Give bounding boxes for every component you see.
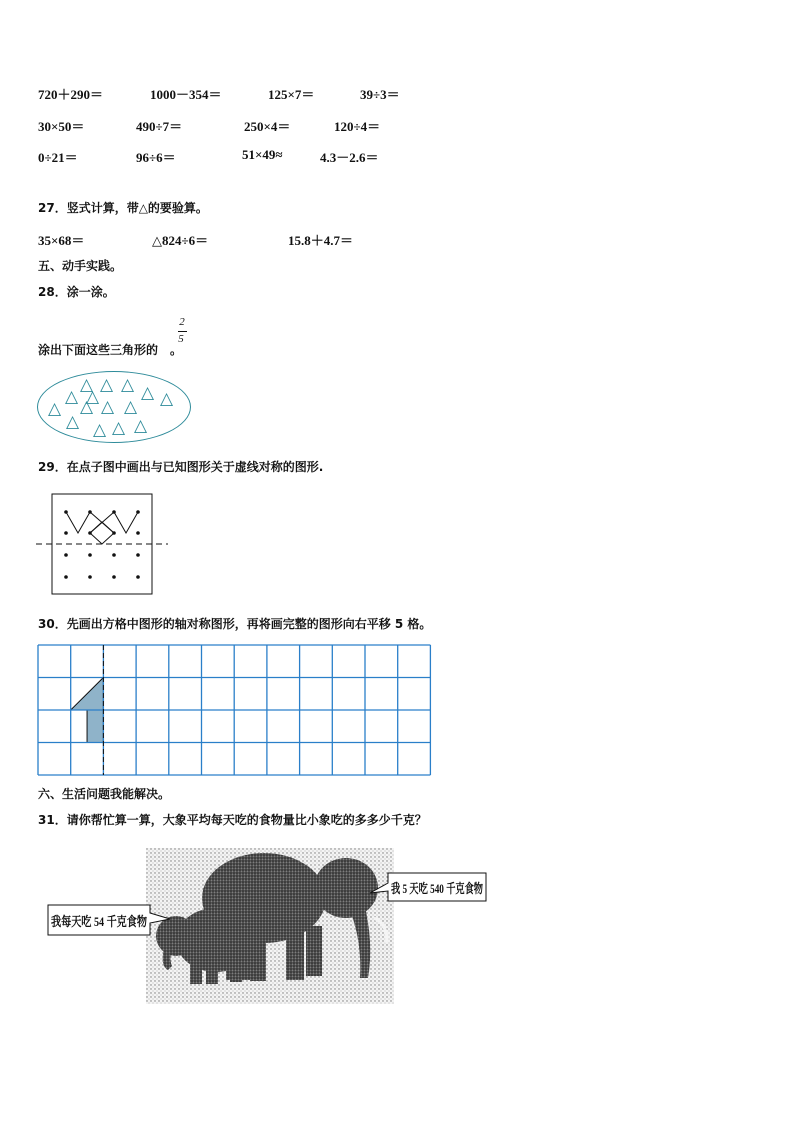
q28-instruction-end: 。	[170, 343, 183, 357]
q31-title: 31．请你帮忙算一算，大象平均每天吃的食物量比小象吃的多多少千克？	[38, 813, 427, 827]
calc-2-1: 30×50＝	[38, 119, 85, 134]
triangle-shape: △	[100, 375, 114, 395]
given-shape-right	[114, 512, 138, 533]
fraction-numerator: 2	[179, 316, 185, 328]
q27-item-3: 15.8＋4.7＝	[288, 233, 354, 248]
triangle-shape: △	[66, 412, 80, 432]
square-grid	[38, 645, 432, 777]
triangle-shape: △	[48, 399, 62, 419]
calc-3-4: 4.3－2.6＝	[320, 150, 379, 165]
triangle-shape: △	[141, 383, 155, 403]
q28-title: 28．涂一涂。	[38, 285, 115, 299]
given-shape-left	[66, 512, 90, 533]
triangle-shape: △	[80, 375, 94, 395]
fraction-denominator: 5	[178, 333, 184, 345]
triangle-shape: △	[80, 397, 94, 417]
calc-1-2: 1000－354＝	[150, 87, 222, 102]
calc-3-3: 51×49≈	[242, 147, 283, 162]
big-bubble-text: 我 5 天吃 540 千克食物	[391, 881, 483, 896]
dot-grid-figure	[34, 493, 170, 595]
triangle-shape: △	[86, 387, 100, 407]
q28-instruction	[38, 341, 182, 358]
q28-instruction-text: 涂出下面这些三角形的	[38, 343, 159, 357]
small-bubble-text: 我每天吃 54 千克食物	[51, 914, 147, 929]
q29-title: 29．在点子图中画出与已知图形关于虚线对称的图形.	[38, 460, 324, 474]
calc-2-3: 250×4＝	[244, 119, 291, 134]
elephant-photo	[146, 848, 394, 1004]
calc-1-1: 720＋290＝	[38, 87, 104, 102]
section-5-heading: 五、动手实践。	[38, 259, 123, 273]
q27-item-2: △824÷6＝	[152, 233, 209, 248]
triangle-shape: △	[134, 416, 148, 436]
triangle-shape: △	[160, 389, 174, 409]
calc-3-1: 0÷21＝	[38, 150, 78, 165]
calc-1-3: 125×7＝	[268, 87, 315, 102]
triangle-shape: △	[121, 375, 135, 395]
section-6-heading: 六、生活问题我能解决。	[38, 787, 171, 801]
triangle-shape: △	[93, 420, 107, 440]
fraction-bar	[178, 331, 187, 332]
q27-title: 27．竖式计算，带△的要验算。	[38, 201, 208, 215]
triangle-shape: △	[65, 387, 79, 407]
calc-2-4: 120÷4＝	[334, 119, 381, 134]
triangle-shape: △	[101, 397, 115, 417]
big-elephant-speech-bubble	[368, 871, 490, 903]
q27-item-1: 35×68＝	[38, 233, 85, 248]
calc-3-2: 96÷6＝	[136, 150, 176, 165]
given-shape-diamond	[90, 522, 114, 544]
calc-1-4: 39÷3＝	[360, 87, 400, 102]
small-elephant-speech-bubble	[46, 903, 178, 937]
calc-2-2: 490÷7＝	[136, 119, 183, 134]
q30-title: 30．先画出方格中图形的轴对称图形，再将画完整的图形向右平移 5 格。	[38, 617, 432, 631]
triangle-shape: △	[124, 397, 138, 417]
triangle-shape: △	[112, 418, 126, 438]
